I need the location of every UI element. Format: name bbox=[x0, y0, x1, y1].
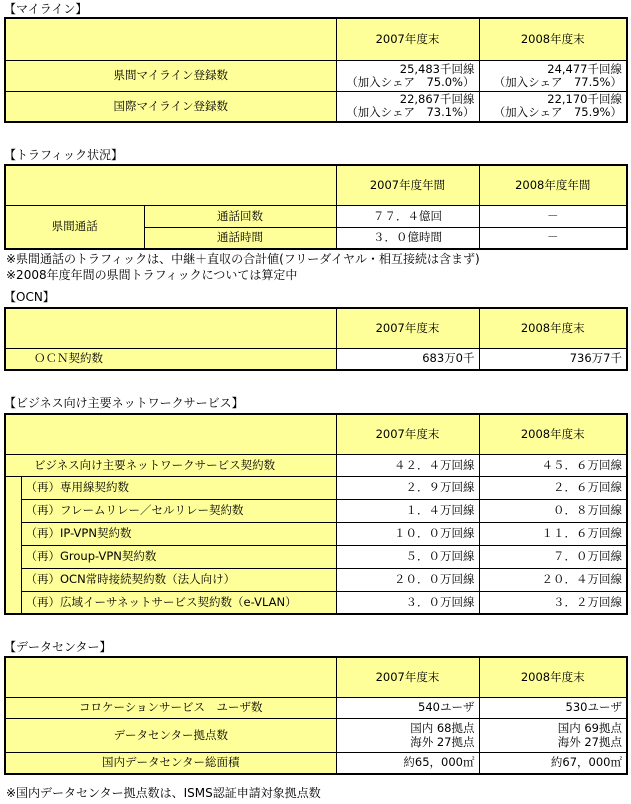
myline-section-title: 【マイライン】 bbox=[4, 2, 88, 16]
business-sub-2008: ２．６万回線 bbox=[479, 476, 627, 499]
traffic-table-wrap bbox=[4, 164, 628, 250]
traffic-header-blank bbox=[5, 165, 336, 205]
share-line: （加入シェア 77.5%） bbox=[493, 74, 622, 89]
datacenter-row-label: データセンター拠点数 bbox=[5, 718, 336, 752]
business-sub-2008: １１．６万回線 bbox=[479, 522, 627, 545]
table-row bbox=[5, 545, 627, 568]
ocn-row-label: ＯＣＮ契約数 bbox=[5, 348, 336, 370]
myline-row-2007 bbox=[336, 60, 479, 91]
overseas-line: 海外 27拠点 bbox=[557, 735, 622, 749]
business-sub-2007: ３．０万回線 bbox=[336, 591, 479, 614]
value-line: 24,477千回線 bbox=[547, 61, 622, 76]
myline-table bbox=[4, 17, 628, 123]
business-sub-label: （再）Group-VPN契約数 bbox=[21, 545, 336, 568]
myline-row-2007 bbox=[336, 91, 479, 122]
indent-spacer bbox=[5, 545, 21, 568]
datacenter-header-2008: 2008年度末 bbox=[479, 657, 627, 697]
business-sub-2007: ２０．０万回線 bbox=[336, 568, 479, 591]
business-sub-2007: ５．０万回線 bbox=[336, 545, 479, 568]
indent-spacer bbox=[5, 568, 21, 591]
business-header-2008: 2008年度末 bbox=[479, 414, 627, 454]
traffic-row-label: 通話回数 bbox=[144, 205, 336, 227]
business-sub-label: （再）専用線契約数 bbox=[21, 476, 336, 499]
traffic-row-2007: ７７．４億回 bbox=[336, 205, 479, 227]
traffic-table bbox=[4, 164, 628, 250]
value-line: 22,867千回線 bbox=[399, 92, 475, 107]
traffic-group-label: 県間通話 bbox=[5, 205, 144, 249]
table-row bbox=[5, 697, 627, 718]
myline-table-wrap bbox=[4, 17, 628, 123]
value-line: 25,483千回線 bbox=[399, 61, 475, 76]
ocn-row-2007: 683万0千 bbox=[336, 348, 479, 370]
myline-row-label: 県間マイライン登録数 bbox=[5, 60, 336, 91]
domestic-line: 国内 69拠点 bbox=[557, 721, 622, 735]
business-sub-2008: ０．８万回線 bbox=[479, 499, 627, 522]
datacenter-row-label: 国内データセンター総面積 bbox=[5, 752, 336, 774]
datacenter-header-2007: 2007年度末 bbox=[336, 657, 479, 697]
table-row bbox=[5, 499, 627, 522]
myline-header-2007: 2007年度末 bbox=[336, 18, 479, 60]
business-sub-2007: １．４万回線 bbox=[336, 499, 479, 522]
table-row bbox=[5, 718, 627, 752]
business-sub-2008: ３．２万回線 bbox=[479, 591, 627, 614]
table-row bbox=[5, 205, 627, 227]
datacenter-row-2008 bbox=[479, 718, 627, 752]
business-main-2008: ４５．６万回線 bbox=[479, 454, 627, 476]
business-sub-2008: ２０．４万回線 bbox=[479, 568, 627, 591]
business-sub-label: （再）広域イーサネットサービス契約数（e-VLAN） bbox=[21, 591, 336, 614]
business-header-2007: 2007年度末 bbox=[336, 414, 479, 454]
ocn-header-2007: 2007年度末 bbox=[336, 308, 479, 348]
business-sub-label: （再）フレームリレー／セルリレー契約数 bbox=[21, 499, 336, 522]
ocn-header-2008: 2008年度末 bbox=[479, 308, 627, 348]
myline-row-2008 bbox=[479, 60, 627, 91]
indent-spacer bbox=[5, 476, 21, 499]
business-main-label: ビジネス向け主要ネットワークサービス契約数 bbox=[5, 454, 336, 476]
table-row bbox=[5, 454, 627, 476]
ocn-header-blank bbox=[5, 308, 336, 348]
ocn-table-wrap bbox=[4, 307, 628, 371]
datacenter-row-label: コロケーションサービス ユーザ数 bbox=[5, 697, 336, 718]
table-row bbox=[5, 91, 627, 122]
ocn-table bbox=[4, 307, 628, 371]
business-sub-label: （再）OCN常時接続契約数（法人向け） bbox=[21, 568, 336, 591]
myline-header-blank bbox=[5, 18, 336, 60]
share-line: （加入シェア 73.1%） bbox=[346, 105, 475, 120]
table-row bbox=[5, 348, 627, 370]
table-row bbox=[5, 591, 627, 614]
table-row bbox=[5, 522, 627, 545]
table-row bbox=[5, 568, 627, 591]
traffic-row-label: 通話時間 bbox=[144, 227, 336, 249]
ocn-row-2008: 736万7千 bbox=[479, 348, 627, 370]
myline-row-label: 国際マイライン登録数 bbox=[5, 91, 336, 122]
datacenter-row-2007: 540ユーザ bbox=[336, 697, 479, 718]
share-line: （加入シェア 75.0%） bbox=[346, 74, 475, 89]
business-sub-label: （再）IP-VPN契約数 bbox=[21, 522, 336, 545]
domestic-line: 国内 68拠点 bbox=[410, 721, 475, 735]
traffic-header-2007: 2007年度年間 bbox=[336, 165, 479, 205]
traffic-note-1: ※県間通話のトラフィックは、中継＋直収の合計値(フリーダイヤル・相互接続は含まず) bbox=[6, 252, 480, 266]
table-row bbox=[5, 752, 627, 774]
myline-header-2008: 2008年度末 bbox=[479, 18, 627, 60]
traffic-row-2008: － bbox=[479, 227, 627, 249]
myline-row-2008 bbox=[479, 91, 627, 122]
share-line: （加入シェア 75.9%） bbox=[493, 105, 622, 120]
business-sub-2007: ２．９万回線 bbox=[336, 476, 479, 499]
traffic-header-2008: 2008年度年間 bbox=[479, 165, 627, 205]
datacenter-table-wrap bbox=[4, 656, 628, 775]
table-row bbox=[5, 476, 627, 499]
datacenter-row-2008: 約67，000㎡ bbox=[479, 752, 627, 774]
business-table-wrap bbox=[4, 413, 628, 615]
business-section-title: 【ビジネス向け主要ネットワークサービス】 bbox=[4, 396, 244, 410]
business-table bbox=[4, 413, 628, 615]
ocn-section-title: 【OCN】 bbox=[4, 290, 55, 304]
traffic-section-title: 【トラフィック状況】 bbox=[4, 148, 124, 162]
indent-spacer bbox=[5, 591, 21, 614]
table-row bbox=[5, 60, 627, 91]
traffic-note-2: ※2008年度年間の県間トラフィックについては算定中 bbox=[6, 268, 298, 282]
business-header-blank bbox=[5, 414, 336, 454]
datacenter-table bbox=[4, 656, 628, 775]
datacenter-row-2007 bbox=[336, 718, 479, 752]
indent-spacer bbox=[5, 522, 21, 545]
value-line: 22,170千回線 bbox=[547, 92, 622, 107]
traffic-row-2008: － bbox=[479, 205, 627, 227]
business-sub-2007: １０．０万回線 bbox=[336, 522, 479, 545]
datacenter-header-blank bbox=[5, 657, 336, 697]
business-sub-2008: ７．０万回線 bbox=[479, 545, 627, 568]
business-main-2007: ４２．４万回線 bbox=[336, 454, 479, 476]
datacenter-row-2007: 約65，000㎡ bbox=[336, 752, 479, 774]
indent-spacer bbox=[5, 499, 21, 522]
datacenter-row-2008: 530ユーザ bbox=[479, 697, 627, 718]
overseas-line: 海外 27拠点 bbox=[410, 735, 475, 749]
traffic-row-2007: ３．０億時間 bbox=[336, 227, 479, 249]
datacenter-section-title: 【データセンター】 bbox=[4, 640, 112, 654]
datacenter-note: ※国内データセンター拠点数は、ISMS認証申請対象拠点数 bbox=[6, 786, 321, 800]
